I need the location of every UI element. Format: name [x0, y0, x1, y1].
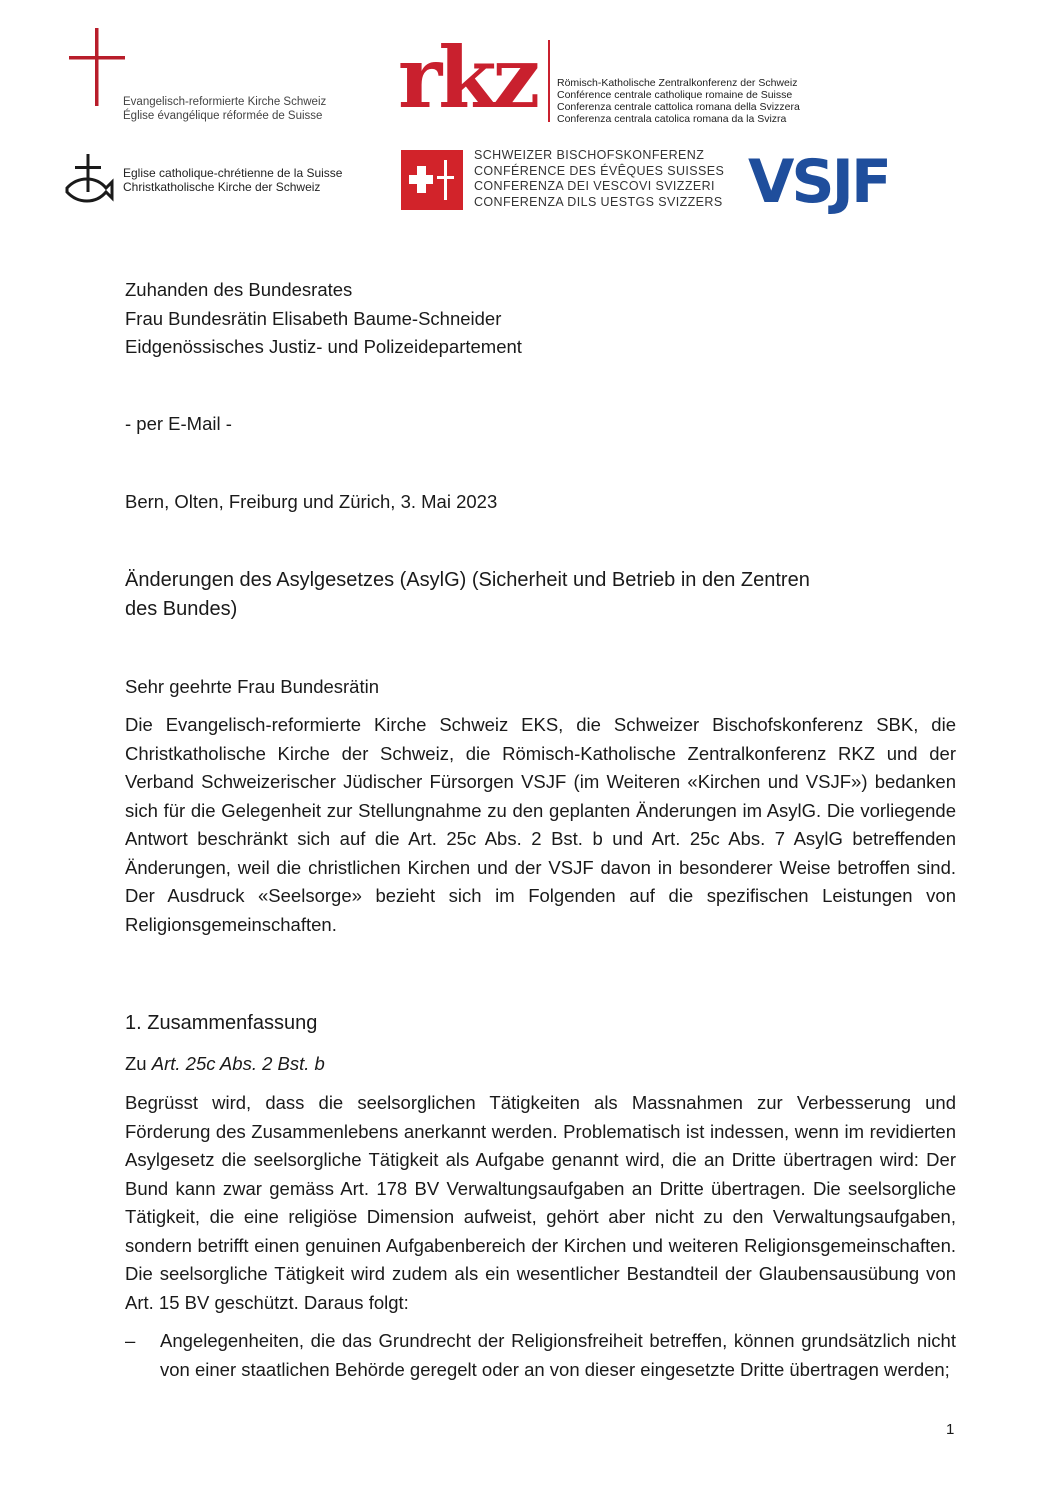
sbk-line: CONFÉRENCE DES ÉVÊQUES SUISSES: [474, 163, 725, 178]
eks-name-fr: Église évangélique réformée de Suisse: [123, 110, 323, 122]
ckk-line: Christkatholische Kirche der Schweiz: [123, 180, 321, 194]
cross-fish-icon: [64, 154, 114, 210]
rkz-wordmark: rkz: [398, 28, 537, 127]
eks-cross-icon: [66, 28, 128, 108]
subject-line: des Bundes): [125, 598, 238, 620]
salutation: Sehr geehrte Frau Bundesrätin: [125, 676, 380, 697]
section-heading: 1. Zusammenfassung: [125, 1012, 318, 1034]
rkz-line: Conferenza centrala catolica romana da la Svizra: [557, 113, 787, 125]
rkz-line: Römisch-Katholische Zentralkonferenz der Schweiz: [557, 77, 798, 89]
swiss-cross-icon: [401, 150, 463, 210]
bullet-text: Angelegenheiten, die das Grundrecht der Religionsfreiheit betreffen, können grundsätzlich nicht von einer staatlichen Behörde geregelt oder an von dieser eingesetzte Dritte übertragen werden;: [160, 1330, 956, 1380]
subsection-heading: [125, 1050, 325, 1079]
list-item: [125, 1327, 956, 1384]
eks-name-de: Evangelisch-reformierte Kirche Schweiz: [123, 96, 327, 108]
address-line: Frau Bundesrätin Elisabeth Baume-Schneider: [125, 307, 502, 329]
recipient-address: [125, 276, 522, 362]
intro-paragraph: Die Evangelisch-reformierte Kirche Schweiz EKS, die Schweizer Bischofskonferenz SBK, die Christkatholische Kirche der Schweiz, die Römisch-Katholische Zentralkonferenz RKZ und der Verband Schweizerischer Jüdischer Fürsorgen VSJF (im Weiteren «Kirchen und VSJF») bedanken sich für die Gelegenheit zur Stellungnahme zu den geplanten Änderungen im AsylG. Die vorliegende Antwort beschränkt sich auf die Art. 25c Abs. 2 Bst. b und Art. 25c Abs. 7 AsylG betreffenden Änderungen, weil die christlichen Kirchen und der VSJF davon in besonderer Weise betroffen sind. Der Ausdruck «Seelsorge» bezieht sich im Folgenden auf die spezifischen Leistungen von Religionsgemeinschaften.: [125, 714, 956, 935]
logo-vsjf: VSJF: [748, 147, 889, 217]
sbk-line: SCHWEIZER BISCHOFSKONFERENZ: [474, 148, 705, 162]
sbk-line: CONFERENZA DILS UESTGS SVIZZERS: [474, 194, 723, 209]
rkz-divider: [548, 40, 550, 122]
subsection-prefix: Zu: [125, 1053, 152, 1074]
address-line: Eidgenössisches Justiz- und Polizeidepartement: [125, 336, 522, 357]
ckk-line: Eglise catholique-chrétienne de la Suisse: [123, 166, 343, 180]
bullet-dash: –: [125, 1330, 136, 1351]
place-date: Bern, Olten, Freiburg und Zürich, 3. Mai 2023: [125, 491, 498, 512]
sbk-line: CONFERENZA DEI VESCOVI SVIZZERI: [474, 179, 715, 193]
delivery-note: - per E-Mail -: [125, 413, 232, 434]
subsection-article: Art. 25c Abs. 2 Bst. b: [151, 1053, 325, 1074]
address-line: Zuhanden des Bundesrates: [125, 279, 353, 300]
page-number: 1: [946, 1421, 955, 1438]
summary-paragraph: Begrüsst wird, dass die seelsorglichen Tätigkeiten als Massnahmen zur Verbesserung und Förderung des Zusammenlebens anerkannt werden. Problematisch ist indessen, wenn im revidierten Asylgesetz die seelsorgliche Tätigkeit als Aufgabe genannt wird, die an Dritte übertragen wird: Der Bund kann zwar gemäss Art. 178 BV Verwaltungsaufgaben an Dritte übertragen. Die seelsorgliche Tätigkeit, die eine religiöse Dimension aufweist, gehört aber nicht zu den Verwaltungsaufgaben, sondern betrifft einen genuinen Aufgabenbereich der Kirchen und weiteren Religionsgemeinschaften. Die seelsorgliche Tätigkeit wird zudem als ein wesentlicher Bestandteil der Glaubensausübung von Art. 15 BV geschützt. Daraus folgt:: [125, 1092, 956, 1313]
rkz-line: Conferenza centrale cattolica romana della Svizzera: [557, 101, 800, 113]
subject-line: Änderungen des Asylgesetzes (AsylG) (Sicherheit und Betrieb in den Zentren: [125, 569, 810, 591]
subject: [125, 566, 810, 624]
rkz-line: Conférence centrale catholique romaine de Suisse: [557, 89, 793, 101]
